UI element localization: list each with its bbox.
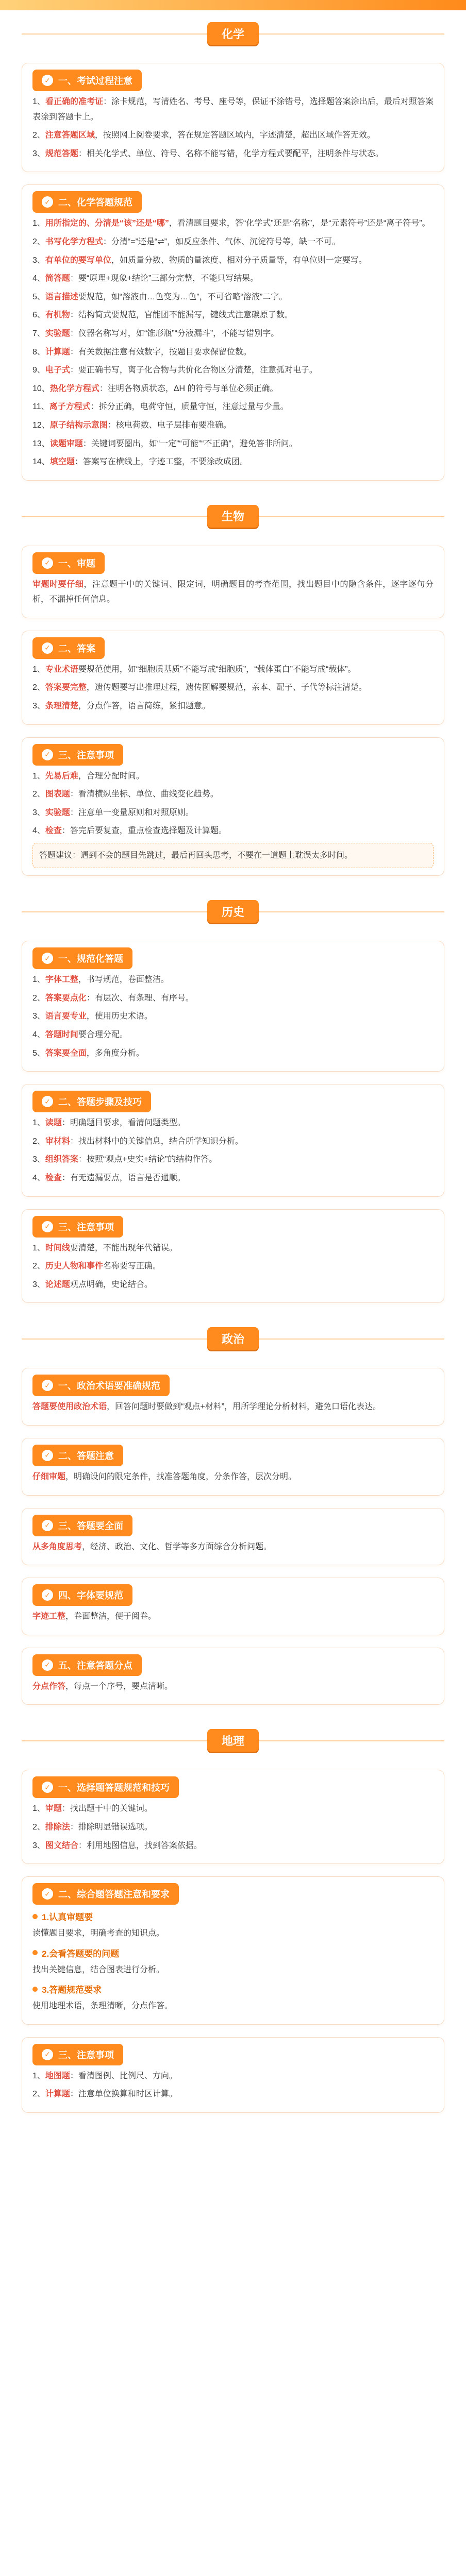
item-text: ，经济、政治、文化、哲学等多方面综合分析问题。: [82, 1542, 272, 1551]
section-tag-label: 二、化学答题规范: [58, 197, 132, 208]
paragraph: [32, 662, 434, 677]
highlight: 先易后难: [45, 771, 78, 781]
section-tag: [32, 1091, 151, 1112]
item-text: ：看清横纵坐标、单位、曲线变化趋势。: [70, 790, 219, 799]
highlight: 答案要完整: [45, 683, 87, 692]
check-icon: ✓: [42, 557, 53, 569]
item-text: 要清楚，不能出现年代错误。: [70, 1243, 177, 1252]
paragraph: [32, 454, 434, 470]
item-number: 2、: [32, 2090, 45, 2099]
subject-header: [0, 10, 466, 57]
item-number: 4、: [32, 1173, 45, 1182]
check-icon: ✓: [42, 642, 53, 654]
item-number: 1、: [32, 219, 45, 228]
item-text: ：相关化学式、单位、符号、名称不能写错，化学方程式要配平，注明条件与状态。: [78, 149, 384, 158]
paragraph: [32, 94, 434, 125]
highlight: 看正确的准考证: [45, 97, 104, 106]
item-text: 观点明确，史论结合。: [70, 1280, 153, 1289]
item-number: 4、: [32, 274, 45, 283]
paragraph: [32, 1009, 434, 1024]
item-text: ：排除明显错误选项。: [70, 1822, 153, 1832]
highlight: 计算题: [45, 2090, 70, 2099]
subheading-text: 3.答题规范要求: [42, 1985, 102, 1995]
highlight: 计算题: [45, 347, 70, 357]
item-number: 2、: [32, 1262, 45, 1271]
tip-box: 答题建议：遇到不会的题目先跳过，最后再回头思考，不要在一道题上耽误太多时间。: [32, 843, 434, 868]
item-text: ，合理分配时间。: [78, 771, 144, 781]
section-card: [22, 1368, 444, 1426]
subject-header: [0, 493, 466, 539]
check-icon: ✓: [42, 1888, 53, 1900]
section-tag: [32, 1216, 123, 1238]
highlight: 字迹工整: [32, 1612, 66, 1621]
highlight: 图表题: [45, 790, 70, 799]
item-text: ，书写规范，卷面整洁。: [78, 975, 169, 985]
item-text: ，每点一个序号，要点清晰。: [65, 1682, 173, 1691]
item-text: ：要正确书写，离子化合物与共价化合物区分清楚，注意孤对电子。: [70, 366, 318, 375]
item-text: ：答案写在横线上，字迹工整，不要涂改成团。: [74, 457, 248, 467]
paragraph: 使用地理术语，条理清晰，分点作答。: [32, 2002, 173, 2011]
item-number: 1、: [32, 665, 45, 674]
section-card: [22, 546, 444, 618]
section-tag: [32, 1584, 132, 1606]
item-number: 1、: [32, 97, 45, 106]
paragraph: [32, 216, 434, 231]
subject-title: 历史: [207, 900, 259, 923]
item-text: ：分清“=”还是“⇌”，如反应条件、气体、沉淀符号等，缺一不可。: [103, 237, 340, 246]
item-text: ：注意单一变量原则和对照原则。: [70, 808, 194, 817]
item-text: ：要“原理+现象+结论”三部分完整，不能只写结果。: [70, 274, 259, 283]
highlight: 检查: [45, 826, 62, 836]
section-tag-label: 三、注意事项: [58, 750, 114, 760]
section-tag: [32, 70, 142, 91]
paragraph: [32, 769, 434, 784]
item-number: 1、: [32, 1243, 45, 1252]
paragraph: [32, 1820, 434, 1835]
paragraph: [32, 577, 434, 607]
item-number: 2、: [32, 237, 45, 246]
highlight: 语言要专业: [45, 1012, 87, 1021]
highlight: 有机物: [45, 311, 70, 320]
highlight: 答案要点化: [45, 993, 87, 1003]
item-text: ，看清题目要求，答“化学式”还是“名称”，是“元素符号”还是“离子符号”。: [169, 219, 430, 228]
highlight: 简答题: [45, 274, 70, 283]
paragraph: [32, 1838, 434, 1854]
highlight: 答案要全面: [45, 1048, 87, 1058]
item-number: 5、: [32, 292, 45, 301]
section-card: [22, 631, 444, 725]
paragraph: [32, 1171, 434, 1186]
check-icon: ✓: [42, 1096, 53, 1107]
item-number: 2、: [32, 683, 45, 692]
item-text: ，遗传题要写出推理过程，遗传图解要规范，亲本、配子、子代等标注清楚。: [86, 683, 367, 692]
paragraph: [32, 381, 434, 397]
subject-title: 化学: [207, 22, 259, 45]
paragraph: [32, 823, 434, 839]
item-number: 1、: [32, 2071, 45, 2080]
item-number: 4、: [32, 826, 45, 836]
paragraph: [32, 1399, 434, 1415]
paragraph: [32, 680, 434, 696]
paragraph: [32, 1134, 434, 1149]
paragraph: [32, 805, 434, 821]
section-tag: [32, 1445, 123, 1466]
section-tag: [32, 744, 123, 766]
bullet-icon: [32, 1950, 38, 1955]
item-text: ，卷面整洁，便于阅卷。: [65, 1612, 157, 1621]
highlight: 仔细审题: [32, 1472, 66, 1481]
section-card: [22, 2037, 444, 2113]
highlight: 论述题: [45, 1280, 70, 1289]
section-tag-label: 一、考试过程注意: [58, 76, 132, 86]
paragraph: [32, 271, 434, 286]
paragraph: 读懂题目要求，明确考查的知识点。: [32, 1929, 165, 1938]
subject-title: 生物: [207, 505, 259, 528]
section-tag-label: 三、注意事项: [58, 2049, 114, 2060]
highlight: 电子式: [45, 366, 70, 375]
section-tag: [32, 2044, 123, 2065]
section-card: [22, 1508, 444, 1566]
subject-header: [0, 1717, 466, 1764]
highlight: 时间线: [45, 1243, 70, 1252]
paragraph: [32, 1469, 434, 1485]
item-number: 3、: [32, 1280, 45, 1289]
highlight: 书写化学方程式: [45, 237, 103, 246]
paragraph: [32, 146, 434, 162]
highlight: 读题: [45, 1118, 62, 1128]
item-text: ：注意单位换算和时区计算。: [70, 2090, 177, 2099]
subheading-text: 1.认真审题要: [42, 1912, 93, 1923]
item-number: 3、: [32, 1012, 45, 1021]
check-icon: ✓: [42, 953, 53, 964]
paragraph: [32, 253, 434, 268]
highlight: 审题: [45, 1804, 62, 1814]
paragraph: [32, 234, 434, 250]
item-number: 11、: [32, 402, 49, 412]
section-tag: [32, 1654, 142, 1676]
paragraph: [32, 972, 434, 988]
section-tag: [32, 191, 142, 213]
section-tag: [32, 1375, 170, 1396]
paragraph: [32, 1801, 434, 1817]
section-card: [22, 1876, 444, 2025]
item-number: 14、: [32, 457, 50, 467]
item-text: ：核电荷数、电子层排布要准确。: [107, 420, 231, 430]
item-text: ：找出题干中的关键词。: [61, 1804, 153, 1814]
item-number: 2、: [32, 993, 45, 1003]
item-text: ：关键词要圈出，如“一定”“可能”“不正确”，避免答非所问。: [82, 439, 297, 448]
paragraph: [32, 1115, 434, 1131]
section-card: [22, 1648, 444, 1705]
paragraph: [32, 1241, 434, 1256]
highlight: 离子方程式: [49, 402, 91, 412]
paragraph: [32, 308, 434, 323]
highlight: 注意答题区域: [45, 131, 95, 140]
item-number: 9、: [32, 366, 45, 375]
highlight: 语言描述: [45, 292, 78, 301]
highlight: 规范答题: [45, 149, 78, 158]
paragraph: [32, 1539, 434, 1555]
item-number: 3、: [32, 149, 45, 158]
paragraph: [32, 1152, 434, 1167]
section-card: [22, 1209, 444, 1303]
paragraph: [32, 1679, 434, 1694]
item-number: 4、: [32, 1030, 45, 1039]
section-tag-label: 三、答题要全面: [58, 1520, 123, 1531]
paragraph: [32, 1259, 434, 1274]
item-text: 名称要写正确。: [103, 1262, 161, 1271]
item-text: ：有关数据注意有效数字，按题目要求保留位数。: [70, 347, 252, 357]
section-tag-label: 二、答案: [58, 643, 95, 654]
subheading: [32, 1982, 434, 1995]
item-number: 1、: [32, 1804, 45, 1814]
item-text: 要合理分配。: [78, 1030, 128, 1039]
check-icon: ✓: [42, 1380, 53, 1391]
check-icon: ✓: [42, 75, 53, 86]
paragraph: [32, 787, 434, 802]
highlight: 专业术语: [45, 665, 78, 674]
item-number: 8、: [32, 347, 45, 357]
item-number: 1、: [32, 1118, 45, 1128]
highlight: 热化学方程式: [49, 384, 99, 393]
subject-header: [0, 1315, 466, 1362]
highlight: 组织答案: [45, 1155, 78, 1164]
check-icon: ✓: [42, 1520, 53, 1531]
paragraph: [32, 1046, 434, 1061]
highlight: 填空题: [49, 457, 75, 467]
item-text: ：有层次、有条理、有序号。: [86, 993, 194, 1003]
item-text: ，多角度分析。: [86, 1048, 144, 1058]
highlight: 答题要使用政治术语: [32, 1402, 107, 1412]
section-tag-label: 一、选择题答题规范和技巧: [58, 1783, 170, 1793]
section-tag-label: 四、字体要规范: [58, 1590, 123, 1601]
section-tag: [32, 1515, 132, 1536]
paragraph: [32, 991, 434, 1006]
subheading-text: 2.会看答题要的问题: [42, 1948, 120, 1959]
item-number: 3、: [32, 1155, 45, 1164]
item-text: ，注意题干中的关键词、限定词，明确题目的考查范围，找出题目中的隐含条件，逐字逐句分析，不漏掉任何信息。: [32, 580, 434, 604]
item-number: 10、: [32, 384, 50, 393]
paragraph: [32, 2087, 434, 2102]
item-number: 3、: [32, 1841, 45, 1850]
item-text: ：答完后要复查，重点检查选择题及计算题。: [61, 826, 227, 836]
subheading: [32, 1910, 434, 1923]
paragraph: [32, 436, 434, 452]
item-text: ：注明各物质状态，ΔH 的符号与单位必须正确。: [99, 384, 278, 393]
paragraph: [32, 363, 434, 378]
highlight: 检查: [45, 1173, 62, 1182]
item-number: 2、: [32, 790, 45, 799]
paragraph: [32, 399, 434, 415]
top-strip: [0, 0, 466, 10]
item-number: 1、: [32, 975, 45, 985]
section-tag: [32, 947, 132, 969]
section-card: [22, 1770, 444, 1864]
item-number: 3、: [32, 808, 45, 817]
section-tag-label: 二、综合题答题注意和要求: [58, 1889, 170, 1900]
item-text: ：结构简式要规范，官能团不能漏写，键线式注意碳原子数。: [70, 311, 293, 320]
item-text: ：明确题目要求，看清问题类型。: [61, 1118, 186, 1128]
paragraph: [32, 290, 434, 305]
item-text: 要规范使用，如“细胞质基质”不能写成“细胞质”，“载体蛋白”不能写成“载体”。: [78, 665, 356, 674]
item-number: 2、: [32, 1137, 45, 1146]
item-text: 要规范，如“溶液由…色变为…色”，不可省略“溶液”二字。: [78, 292, 288, 301]
paragraph: [32, 128, 434, 143]
item-text: ：仪器名称写对，如“锥形瓶”“分液漏斗”，不能写错别字。: [70, 329, 279, 338]
section-card: [22, 1438, 444, 1496]
section-tag-label: 五、注意答题分点: [58, 1660, 132, 1671]
item-number: 7、: [32, 329, 45, 338]
paragraph: [32, 418, 434, 433]
highlight: 从多角度思考: [32, 1542, 82, 1551]
section-tag-label: 一、规范化答题: [58, 954, 123, 964]
item-number: 5、: [32, 1048, 45, 1058]
item-number: 3、: [32, 702, 45, 711]
paragraph: 找出关键信息，结合图表进行分析。: [32, 1965, 165, 1974]
highlight: 条理清楚: [45, 702, 78, 711]
highlight: 用所指定的、分清是“该”还是“哪”: [45, 219, 169, 228]
section-tag-label: 一、审题: [58, 558, 95, 569]
subject-title: 政治: [207, 1327, 259, 1350]
highlight: 排除法: [45, 1822, 70, 1832]
highlight: 原子结构示意图: [49, 420, 108, 430]
subject-header: [0, 888, 466, 935]
item-text: ，使用历史术语。: [86, 1012, 153, 1021]
paragraph: [32, 1027, 434, 1043]
section-card: [22, 1578, 444, 1635]
section-tag: [32, 637, 105, 659]
check-icon: ✓: [42, 1782, 53, 1793]
section-card: [22, 1084, 444, 1196]
item-text: ：按照“观点+史实+结论”的结构作答。: [78, 1155, 218, 1164]
item-text: ，分点作答，语言简练，紧扣题意。: [78, 702, 210, 711]
section-tag: [32, 1776, 179, 1798]
paragraph: [32, 345, 434, 360]
check-icon: ✓: [42, 2049, 53, 2060]
highlight: 分点作答: [32, 1682, 66, 1691]
section-tag-label: 一、政治术语要准确规范: [58, 1381, 160, 1392]
highlight: 读题审题: [49, 439, 83, 448]
section-card: [22, 737, 444, 876]
item-text: ：利用地图信息，找到答案依据。: [78, 1841, 202, 1850]
section-tag: [32, 1883, 179, 1905]
section-card: [22, 941, 444, 1072]
content: [0, 10, 466, 2113]
highlight: 实验题: [45, 329, 70, 338]
item-number: 2、: [32, 131, 45, 140]
section-tag-label: 二、答题步骤及技巧: [58, 1097, 142, 1108]
item-number: 6、: [32, 311, 45, 320]
item-text: ：找出材料中的关键信息，结合所学知识分析。: [70, 1137, 243, 1146]
check-icon: ✓: [42, 1659, 53, 1671]
item-text: ：看清图例、比例尺、方向。: [70, 2071, 177, 2080]
paragraph: [32, 326, 434, 342]
highlight: 审题时要仔细: [32, 580, 84, 589]
bullet-icon: [32, 1914, 38, 1919]
highlight: 实验题: [45, 808, 70, 817]
highlight: 历史人物和事件: [45, 1262, 103, 1271]
item-text: ：涂卡规范，写清姓名、考号、座号等，保证不涂错号，选择题答案涂出后，最后对照答案表涂到答题卡上。: [32, 97, 434, 122]
section-tag: [32, 552, 105, 574]
highlight: 有单位的要写单位: [45, 256, 111, 265]
item-text: ：拆分正确，电荷守恒，质量守恒，注意过量与少量。: [90, 402, 289, 412]
paragraph: [32, 1609, 434, 1624]
item-text: ，明确设问的限定条件，找准答题角度，分条作答，层次分明。: [65, 1472, 297, 1481]
check-icon: ✓: [42, 1450, 53, 1461]
paragraph: [32, 2069, 434, 2084]
section-card: [22, 63, 444, 172]
subject-title: 地理: [207, 1729, 259, 1752]
check-icon: ✓: [42, 196, 53, 208]
item-text: ：有无遗漏要点，语言是否通顺。: [61, 1173, 186, 1182]
highlight: 审材料: [45, 1137, 70, 1146]
subheading: [32, 1946, 434, 1959]
item-number: 1、: [32, 771, 45, 781]
item-text: ，按照网上阅卷要求，答在规定答题区域内，字迹清楚，超出区域作答无效。: [94, 131, 375, 140]
item-number: 13、: [32, 439, 50, 448]
section-card: [22, 184, 444, 480]
item-number: 3、: [32, 256, 45, 265]
highlight: 字体工整: [45, 975, 78, 985]
section-tag-label: 三、注意事项: [58, 1222, 114, 1232]
check-icon: ✓: [42, 1221, 53, 1232]
item-number: 2、: [32, 1822, 45, 1832]
item-text: ，回答问题时要做到“观点+材料”，用所学理论分析材料，避免口语化表达。: [107, 1402, 381, 1412]
check-icon: ✓: [42, 1589, 53, 1601]
item-number: 12、: [32, 420, 50, 430]
bullet-icon: [32, 1987, 38, 1992]
item-text: ，如质量分数、物质的量浓度、相对分子质量等，有单位则一定要写。: [111, 256, 367, 265]
highlight: 地图题: [45, 2071, 70, 2080]
paragraph: [32, 699, 434, 714]
highlight: 图文结合: [45, 1841, 78, 1850]
highlight: 答题时间: [45, 1030, 78, 1039]
check-icon: ✓: [42, 749, 53, 760]
section-tag-label: 二、答题注意: [58, 1450, 114, 1461]
paragraph: [32, 1277, 434, 1293]
